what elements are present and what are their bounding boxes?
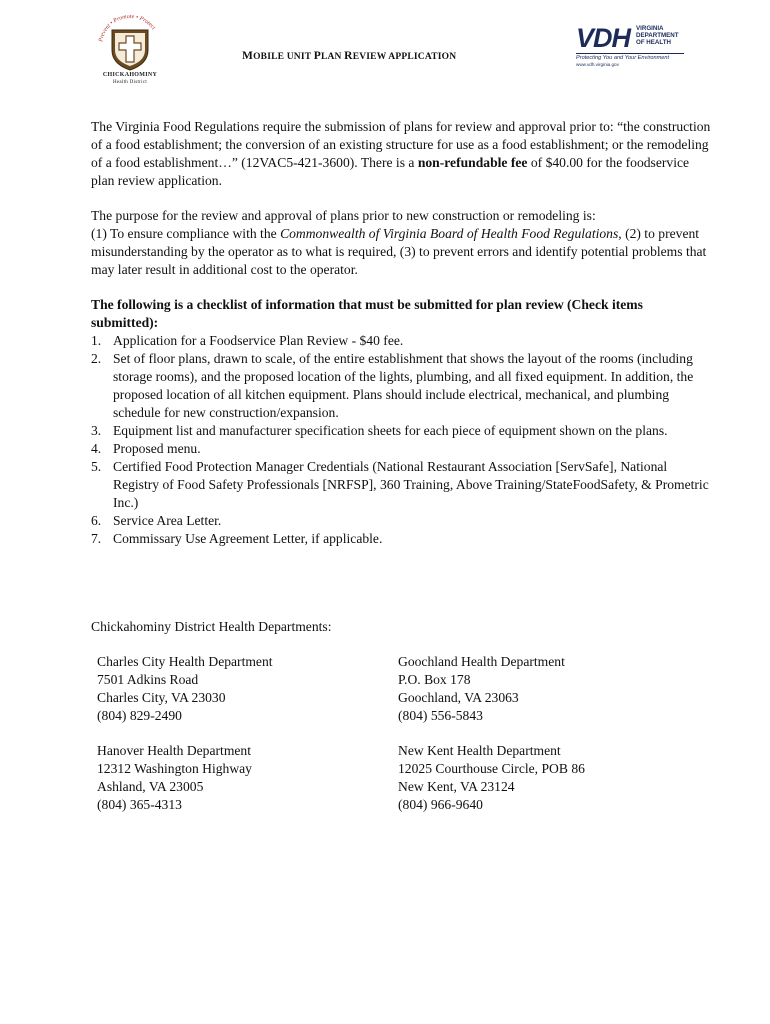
department-address: 12312 Washington Highway [97,761,252,776]
department-name: New Kent Health Department [398,743,561,758]
department-address: 12025 Courthouse Circle, POB 86 [398,761,585,776]
shield-cross-icon [96,12,164,74]
checklist-heading: The following is a checklist of information that must be submitted for plan review (Check items submitted): [91,297,643,330]
checklist-item: 3. Equipment list and manufacturer specification sheets for each piece of equipment shown on the plans. [91,423,668,438]
department-city: Ashland, VA 23005 [97,779,204,794]
department-card-new-kent [398,742,585,814]
departments-heading: Chickahominy District Health Departments: [91,619,332,634]
checklist-item: 4. Proposed menu. [91,441,201,456]
department-city: Goochland, VA 23063 [398,690,519,705]
department-name: Hanover Health Department [97,743,251,758]
department-card-charles-city [97,653,273,725]
vdh-logo [576,24,686,68]
department-phone: (804) 829-2490 [97,708,182,723]
vdh-tagline: Protecting You and Your Environment [576,53,684,61]
department-name: Goochland Health Department [398,654,565,669]
department-phone: (804) 365-4313 [97,797,182,812]
department-address: P.O. Box 178 [398,672,471,687]
logo-arc-text: Prevent • Promote • Protect [98,13,157,43]
vdh-url: www.vdh.virginia.gov [576,62,619,67]
department-phone: (804) 966-9640 [398,797,483,812]
chickahominy-logo [96,12,164,88]
logo-district-subname: Health District [112,80,148,85]
department-card-hanover [97,742,252,814]
checklist-item: 6. Service Area Letter. [91,513,222,528]
checklist-item: 7. Commissary Use Agreement Letter, if applicable. [91,531,383,546]
fee-emphasis: non-refundable fee [417,155,528,170]
checklist-item: 5. Certified Food Protection Manager Credentials (National Restaurant Association [ServSafe], National Registry of Food Safety Professionals [NRFSP], 360 Training, Above Training/StateFoodSafety, & Prometric Inc.) [91,459,709,510]
department-card-goochland [398,653,565,725]
checklist [91,332,713,548]
department-name: Charles City Health Department [97,654,273,669]
vdh-mark: VDH [576,23,631,53]
department-phone: (804) 556-5843 [398,708,483,723]
purpose-paragraph: The purpose for the review and approval of plans prior to new construction or remodeling is: (1) To ensure compliance with the Commonwealth of Virginia Board of Health Food Regulations, (2) to prevent misunderstanding by the operator as to what is required, (3) to prevent errors and identify potential problems that may later result in additional cost to the operator. [91,208,707,277]
department-address: 7501 Adkins Road [97,672,199,687]
department-city: Charles City, VA 23030 [97,690,226,705]
document-title: MOBILE UNIT PLAN REVIEW APPLICATION [242,50,457,62]
checklist-item: 1. Application for a Foodservice Plan Review - $40 fee. [91,333,404,348]
intro-paragraph: The Virginia Food Regulations require the submission of plans for review and approval prior to: “the construction of a food establishment; the conversion of an existing structure for use as a food establishment; or the remodeling of a food establishment…” (12VAC5-421-3600). There is a non-refundable fee of $40.00 for the foodservice plan review application. [91,119,711,188]
checklist-item: 2. Set of floor plans, drawn to scale, of the entire establishment that shows the layout of the rooms (including storage rooms), and the proposed location of the lights, plumbing, and all fixed equipment. In addition, the proposed location of all kitchen equipment. Plans should include electrical, mechanical, and plumbing schedule for new construction/expansion. [91,351,694,420]
regulations-title: Commonwealth of Virginia Board of Health Food Regulations [280,226,619,241]
logo-district-name: CHICKAHOMINY [102,72,158,78]
department-city: New Kent, VA 23124 [398,779,515,794]
vdh-name: VIRGINIA DEPARTMENT OF HEALTH [636,25,679,46]
